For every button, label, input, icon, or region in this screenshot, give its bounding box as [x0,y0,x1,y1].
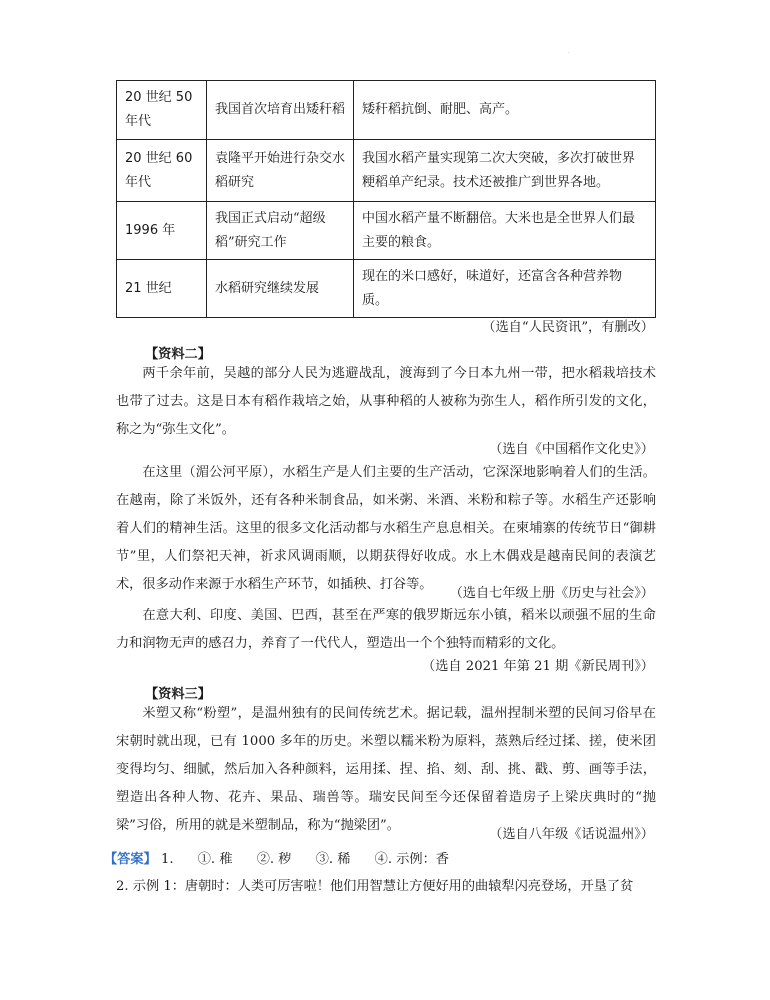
material3-paragraph-1: 米塑又称“粉塑”，是温州独有的民间传统艺术。据记载，温州捏制米塑的民间习俗早在宋朝时就出现，已有 1000 多年的历史。米塑以糯米粉为原料，蒸熟后经过揉、搓，使米团变得均匀、细腻，然后加入各种颜料，运用揉、捏、掐、刻、刮、挑、戳、剪、画等手法，塑造出各种人物、花卉、果品、瑞兽等。瑞安民间至今还保留着造房子上梁庆典时的“抛梁”习俗，所用的就是米塑制品，称为“抛梁团”。 [116,706,656,833]
table-row [117,260,656,318]
event-cell: 我国首次培育出矮秆稻 [207,81,354,140]
period-cell: 20 世纪 60 年代 [117,140,207,202]
result-cell: 矮秆稻抗倒、耐肥、高产。 [354,81,656,140]
answer-line-1 [104,850,449,870]
material3-source-1: （选自八年级《话说温州》） [489,827,654,842]
material2-source-2: （选自七年级上册《历史与社会》） [449,586,654,601]
result-cell: 我国水稻产量实现第二次大突破，多次打破世界粳稻单产纪录。技术还被推广到世界各地。 [354,140,656,202]
answer-option: ④. 示例：香 [374,852,449,867]
result-cell: 中国水稻产量不断翻倍。大米也是全世界人们最主要的粮食。 [354,202,656,260]
event-cell: 袁隆平开始进行杂交水稻研究 [207,140,354,202]
header-mark: . [568,48,570,55]
material2-paragraph-1: 两千余年前，吴越的部分人民为逃避战乱，渡海到了今日本九州一带，把水稻栽培技术也带了过去。这是日本有稻作栽培之始，从事种稻的人被称为弥生人，稻作所引发的文化，称之为“弥生文化”。 [116,366,656,437]
table-row [117,81,656,140]
rice-history-table [116,80,656,318]
table-row [117,202,656,260]
event-cell: 我国正式启动“超级稻”研究工作 [207,202,354,260]
period-cell: 20 世纪 50 年代 [117,81,207,140]
material2-source-1: （选自《中国稻作文化史》） [489,442,654,457]
material2-source-3: （选自 2021 年第 21 期《新民周刊》） [422,659,654,674]
material2-heading: 【资料二】 [145,347,211,362]
period-cell: 21 世纪 [117,260,207,318]
material3-heading: 【资料三】 [145,687,211,702]
material2-paragraph-3: 在意大利、印度、美国、巴西，甚至在严寒的俄罗斯远东小镇，稻米以顽强不屈的生命力和润物无声的感召力，养育了一代代人，塑造出一个个独特而精彩的文化。 [116,608,656,651]
answer-line-2: 2. 示例 1：唐朝时：人类可厉害啦！他们用智慧让方便好用的曲辕犁闪亮登场，开垦了贫 [116,879,634,894]
question-number: 1. [160,852,174,867]
answer-option: ①. 稚 [197,852,233,867]
event-cell: 水稻研究继续发展 [207,260,354,318]
answer-option: ③. 稀 [315,852,351,867]
period-cell: 1996 年 [117,202,207,260]
table-source: （选自“人民资讯”，有删改） [482,320,654,335]
answer-tag: 【答案】 [104,852,157,867]
material2-paragraph-2: 在这里（湄公河平原），水稻生产是人们主要的生产活动，它深深地影响着人们的生活。在越南，除了米饭外，还有各种米制食品，如米粥、米酒、米粉和粽子等。水稻生产还影响着人们的精神生活。这里的很多文化活动都与水稻生产息息相关。在柬埔寨的传统节日“御耕节”里，人们祭祀天神，祈求风调雨顺，以期获得好收成。水上木偶戏是越南民间的表演艺术，很多动作来源于水稻生产环节，如插秧、打谷等。 [116,465,656,592]
result-cell: 现在的米口感好，味道好，还富含各种营养物质。 [354,260,656,318]
answer-option: ②. 秽 [256,852,292,867]
table-row [117,140,656,202]
